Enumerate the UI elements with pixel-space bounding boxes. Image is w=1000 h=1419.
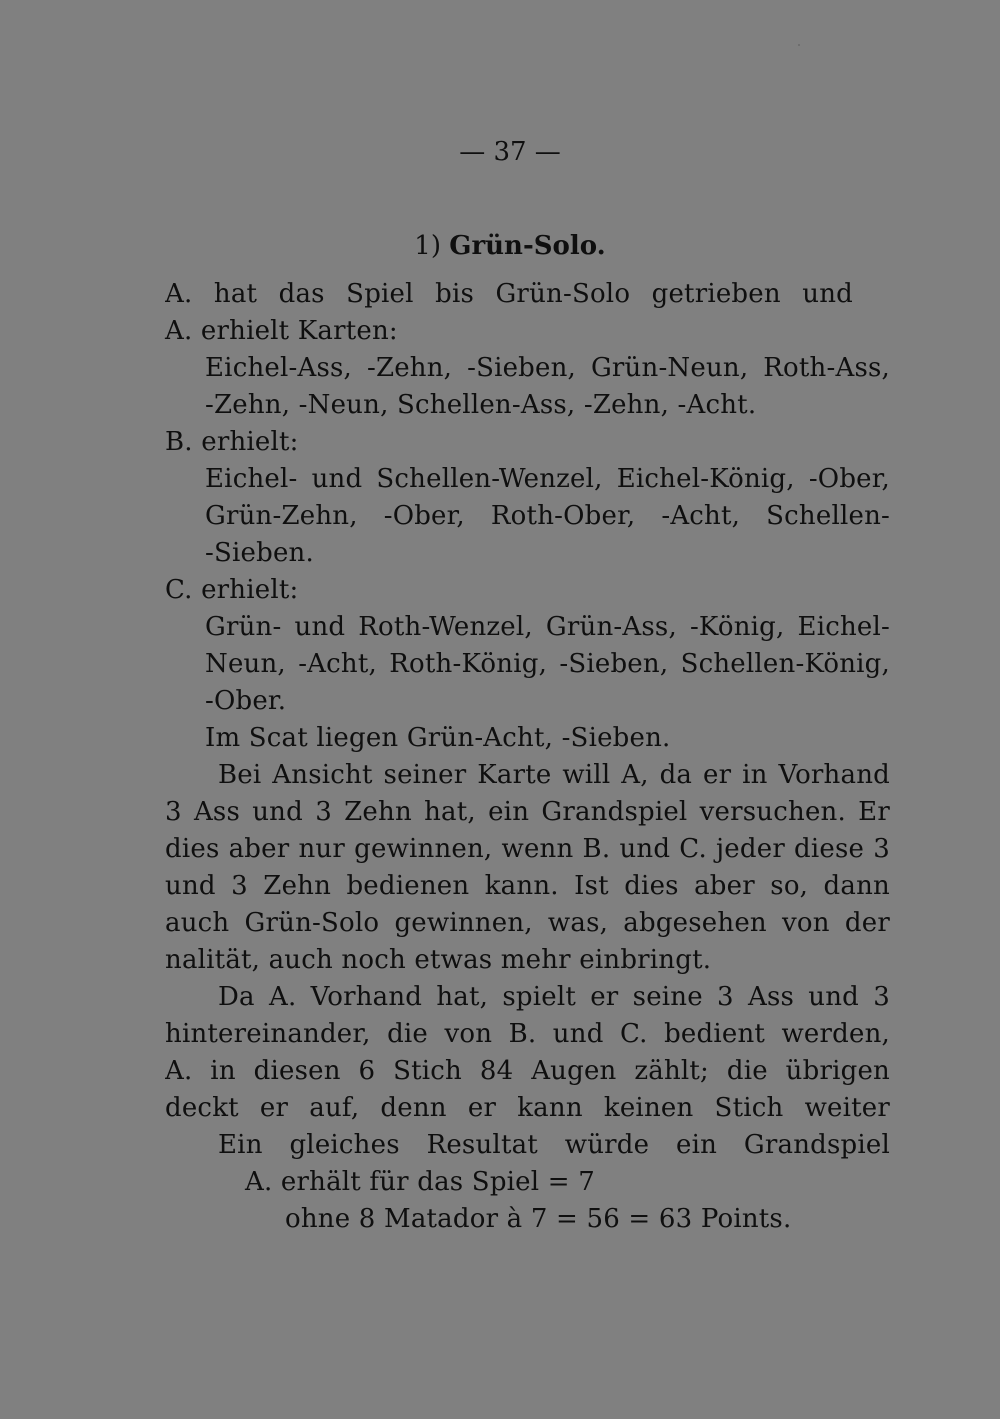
text-line: deckt er auf, denn er kann keinen Stich weiter xyxy=(165,1093,890,1123)
text-line: und 3 Zehn bedienen kann. Ist dies aber so, dann xyxy=(165,871,890,901)
text-line: ohne 8 Matador à 7 = 56 = 63 Points. xyxy=(285,1204,792,1234)
section-number: 1) xyxy=(414,231,441,261)
text-line: auch Grün-Solo gewinnen, was, abgesehen von der xyxy=(165,908,890,938)
text-line: Grün-Zehn, -Ober, Roth-Ober, -Acht, Schellen- xyxy=(205,501,890,531)
text-line: Grün- und Roth-Wenzel, Grün-Ass, -König, Eichel- xyxy=(205,612,890,642)
text-line: -Sieben. xyxy=(205,538,314,568)
text-line: A. in diesen 6 Stich 84 Augen zählt; die übrigen xyxy=(165,1056,890,1086)
text-line: Bei Ansicht seiner Karte will A, da er in Vorhand xyxy=(218,760,890,790)
text-line: Eichel-Ass, -Zehn, -Sieben, Grün-Neun, Roth-Ass, xyxy=(205,353,890,383)
text-line: Ein gleiches Resultat würde ein Grandspiel xyxy=(218,1130,890,1160)
text-line: hintereinander, die von B. und C. bedient werden, xyxy=(165,1019,890,1049)
text-line: Da A. Vorhand hat, spielt er seine 3 Ass und 3 xyxy=(218,982,890,1012)
text-line: 3 Ass und 3 Zehn hat, ein Grandspiel versuchen. Er xyxy=(165,797,890,827)
text-line: B. erhielt: xyxy=(165,427,299,457)
text-line: Neun, -Acht, Roth-König, -Sieben, Schellen-König, xyxy=(205,649,890,679)
text-line: dies aber nur gewinnen, wenn B. und C. jeder diese 3 xyxy=(165,834,890,864)
page-number: — 37 — xyxy=(459,137,561,167)
text-line: -Zehn, -Neun, Schellen-Ass, -Zehn, -Acht. xyxy=(205,390,757,420)
text-line: A. hat das Spiel bis Grün-Solo getrieben und xyxy=(165,279,853,309)
section-title: Grün-Solo. xyxy=(449,231,606,261)
text-line: Im Scat liegen Grün-Acht, -Sieben. xyxy=(205,723,671,753)
text-line: C. erhielt: xyxy=(165,575,299,605)
text-line: -Ober. xyxy=(205,686,287,716)
text-line: A. erhält für das Spiel = 7 xyxy=(245,1167,595,1197)
scan-speck xyxy=(798,44,800,46)
section-heading xyxy=(300,228,720,265)
text-line: nalität, auch noch etwas mehr einbringt. xyxy=(165,945,712,975)
text-line: A. erhielt Karten: xyxy=(165,316,398,346)
text-line: Eichel- und Schellen-Wenzel, Eichel-König, -Ober, xyxy=(205,464,890,494)
